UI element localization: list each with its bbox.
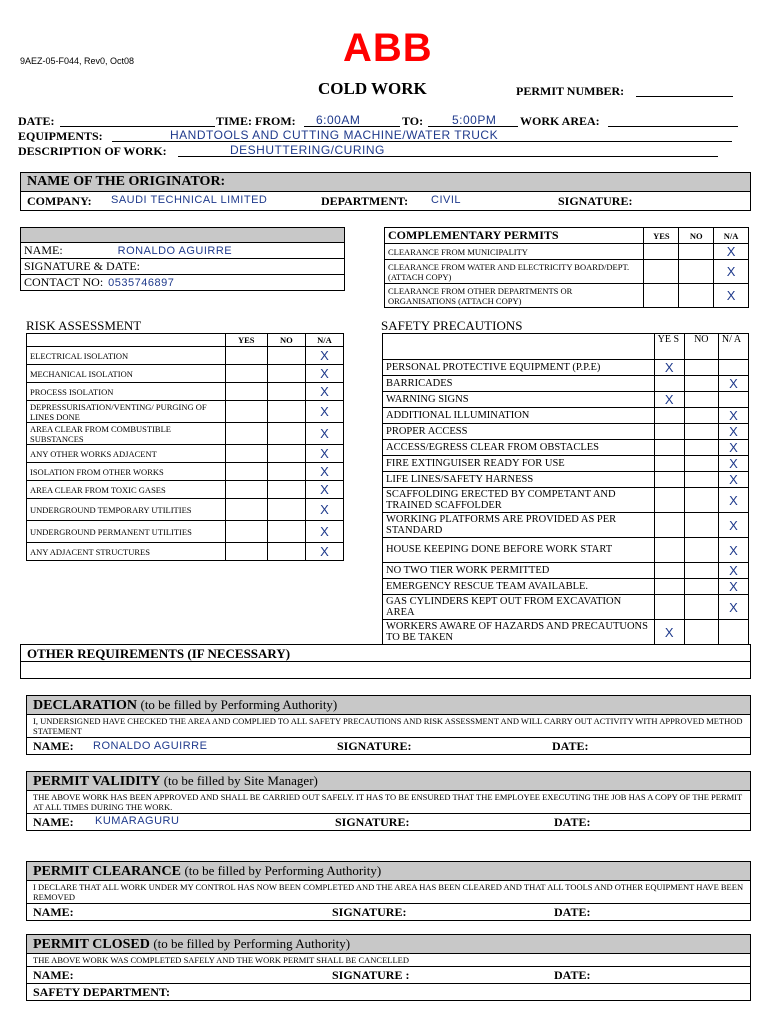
- risk-title: RISK ASSESSMENT: [26, 318, 142, 333]
- table-row: [385, 244, 749, 260]
- table-row: [385, 260, 749, 284]
- clearance-name-label: NAME:: [33, 905, 74, 919]
- originator-row: [20, 191, 751, 211]
- table-row: [383, 440, 749, 456]
- other-requirements-header: [20, 644, 751, 662]
- risk-label: AREA CLEAR FROM TOXIC GASES: [27, 481, 226, 499]
- validity-signature-label: SIGNATURE:: [335, 815, 410, 829]
- table-row: [27, 499, 344, 521]
- table-row: [383, 424, 749, 440]
- risk-label: ANY OTHER WORKS ADJACENT: [27, 445, 226, 463]
- work-area-field[interactable]: [608, 126, 738, 127]
- description-value: DESHUTTERING/CURING: [230, 143, 385, 157]
- validity-name-value: KUMARAGURU: [95, 815, 180, 827]
- checkbox-yes[interactable]: [225, 383, 267, 401]
- person-contact-value: 0535746897: [108, 277, 175, 289]
- person-contact-label: CONTACT NO:: [24, 275, 104, 289]
- checkbox-no[interactable]: [684, 360, 718, 376]
- validity-sub: (to be filled by Site Manager): [163, 773, 318, 788]
- other-requirements-field[interactable]: [20, 661, 751, 679]
- safety-label: WARNING SIGNS: [383, 392, 655, 408]
- checkbox-yes[interactable]: [225, 401, 267, 423]
- validity-name-label: NAME:: [33, 815, 74, 829]
- checkbox-na[interactable]: X: [305, 463, 343, 481]
- table-row: [383, 620, 749, 645]
- checkbox-no[interactable]: [684, 595, 718, 620]
- table-row: [27, 543, 344, 561]
- safety-label: WORKING PLATFORMS ARE PROVIDED AS PER STANDARD: [383, 513, 655, 538]
- checkbox-na[interactable]: X: [305, 481, 343, 499]
- checkbox-na[interactable]: X: [718, 424, 748, 440]
- checkbox-no[interactable]: [684, 513, 718, 538]
- checkbox-no[interactable]: [267, 445, 305, 463]
- checkbox-na[interactable]: X: [718, 538, 748, 563]
- checkbox-yes[interactable]: [654, 440, 684, 456]
- checkbox-na[interactable]: X: [305, 383, 343, 401]
- checkbox-no[interactable]: [684, 563, 718, 579]
- equipments-label: EQUIPMENTS:: [18, 129, 103, 143]
- closed-name-label: NAME:: [33, 968, 74, 982]
- complementary-label: CLEARANCE FROM OTHER DEPARTMENTS OR ORGANISATIONS (ATTACH COPY): [385, 284, 644, 308]
- table-row: [385, 284, 749, 308]
- clearance-header: [26, 861, 751, 881]
- table-row: [383, 392, 749, 408]
- checkbox-na[interactable]: X: [305, 365, 343, 383]
- checkbox-na[interactable]: X: [305, 401, 343, 423]
- declaration-signature-label: SIGNATURE:: [337, 739, 412, 753]
- checkbox-yes[interactable]: [225, 499, 267, 521]
- equipments-value: HANDTOOLS AND CUTTING MACHINE/WATER TRUCK: [170, 128, 499, 142]
- safety-label: HOUSE KEEPING DONE BEFORE WORK START: [383, 538, 655, 563]
- safety-department-label: SAFETY DEPARTMENT:: [33, 985, 171, 999]
- page-title: COLD WORK: [318, 79, 427, 98]
- work-area-label: WORK AREA:: [520, 114, 600, 128]
- complementary-no-header: NO: [679, 228, 714, 244]
- table-row: [383, 538, 749, 563]
- checkbox-no[interactable]: [684, 538, 718, 563]
- safety-label: SCAFFOLDING ERECTED BY COMPETANT AND TRAINED SCAFFOLDER: [383, 488, 655, 513]
- checkbox-na[interactable]: X: [718, 513, 748, 538]
- safety-label: ADDITIONAL ILLUMINATION: [383, 408, 655, 424]
- checkbox-yes[interactable]: [225, 365, 267, 383]
- complementary-na-header: N/A: [714, 228, 749, 244]
- checkbox-na[interactable]: X: [718, 488, 748, 513]
- checkbox-no[interactable]: [679, 260, 714, 284]
- table-row: [27, 365, 344, 383]
- safety-label: BARRICADES: [383, 376, 655, 392]
- checkbox-yes[interactable]: [654, 408, 684, 424]
- checkbox-yes[interactable]: [225, 481, 267, 499]
- checkbox-no[interactable]: [267, 423, 305, 445]
- checkbox-no[interactable]: [684, 408, 718, 424]
- closed-header: [26, 934, 751, 954]
- table-row: [383, 472, 749, 488]
- checkbox-na[interactable]: X: [714, 284, 749, 308]
- person-name-value: RONALDO AGUIRRE: [117, 245, 233, 257]
- table-row: [27, 521, 344, 543]
- risk-label: UNDERGROUND PERMANENT UTILITIES: [27, 521, 226, 543]
- checkbox-na[interactable]: X: [305, 423, 343, 445]
- closed-signature-label: SIGNATURE :: [332, 968, 410, 982]
- checkbox-na[interactable]: X: [718, 376, 748, 392]
- complementary-permits-table: [384, 227, 749, 308]
- checkbox-no[interactable]: [267, 543, 305, 561]
- checkbox-yes[interactable]: [644, 244, 679, 260]
- declaration-title: DECLARATION: [33, 698, 137, 713]
- checkbox-na[interactable]: [718, 392, 748, 408]
- checkbox-yes[interactable]: [644, 284, 679, 308]
- complementary-label: CLEARANCE FROM WATER AND ELECTRICITY BOARD/DEPT. (ATTACH COPY): [385, 260, 644, 284]
- date-field[interactable]: [60, 126, 215, 127]
- declaration-sub: (to be filled by Performing Authority): [140, 697, 338, 712]
- risk-label: MECHANICAL ISOLATION: [27, 365, 226, 383]
- safety-label: GAS CYLINDERS KEPT OUT FROM EXCAVATION AREA: [383, 595, 655, 620]
- closed-sub: (to be filled by Performing Authority): [153, 936, 351, 951]
- complementary-label: CLEARANCE FROM MUNICIPALITY: [385, 244, 644, 260]
- checkbox-yes[interactable]: [654, 376, 684, 392]
- checkbox-na[interactable]: X: [718, 440, 748, 456]
- clearance-sub: (to be filled by Performing Authority): [184, 863, 382, 878]
- person-signature-date-label: SIGNATURE & DATE:: [24, 259, 140, 273]
- safety-label: EMERGENCY RESCUE TEAM AVAILABLE.: [383, 579, 655, 595]
- safety-na-header: N/ A: [718, 334, 748, 360]
- clearance-title: PERMIT CLEARANCE: [33, 864, 181, 879]
- table-row: [27, 383, 344, 401]
- checkbox-no[interactable]: [684, 440, 718, 456]
- checkbox-na[interactable]: X: [305, 521, 343, 543]
- checkbox-no[interactable]: [267, 365, 305, 383]
- department-label: DEPARTMENT:: [321, 194, 409, 208]
- declaration-text: I, UNDERSIGNED HAVE CHECKED THE AREA AND COMPLIED TO ALL SAFETY PRECAUTIONS AND RISK ASSESSMENT AND WILL CARRY OUT ACTIVITY WITH APPROVED METHOD STATEMENT: [33, 716, 743, 736]
- table-row: [383, 360, 749, 376]
- company-value: SAUDI TECHNICAL LIMITED: [111, 194, 268, 206]
- time-from-value: 6:00AM: [316, 113, 361, 127]
- person-header: [20, 227, 345, 243]
- closed-title: PERMIT CLOSED: [33, 937, 150, 952]
- other-requirements-title: OTHER REQUIREMENTS (IF NECESSARY): [27, 646, 291, 661]
- checkbox-yes[interactable]: [225, 347, 267, 365]
- checkbox-yes[interactable]: [644, 260, 679, 284]
- risk-assessment-table: [26, 333, 344, 561]
- risk-label: PROCESS ISOLATION: [27, 383, 226, 401]
- safety-label: NO TWO TIER WORK PERMITTED: [383, 563, 655, 579]
- clearance-date-label: DATE:: [554, 905, 591, 919]
- checkbox-no[interactable]: [684, 620, 718, 645]
- checkbox-yes[interactable]: [654, 513, 684, 538]
- checkbox-yes[interactable]: [225, 543, 267, 561]
- date-label: DATE:: [18, 114, 55, 128]
- checkbox-no[interactable]: [684, 392, 718, 408]
- checkbox-no[interactable]: [267, 347, 305, 365]
- safety-precautions-table: [382, 333, 749, 645]
- checkbox-na[interactable]: X: [718, 563, 748, 579]
- risk-label: DEPRESSURISATION/VENTING/ PURGING OF LINES DONE: [27, 401, 226, 423]
- checkbox-no[interactable]: [679, 244, 714, 260]
- table-row: [383, 579, 749, 595]
- checkbox-no[interactable]: [267, 481, 305, 499]
- complementary-yes-header: YES: [644, 228, 679, 244]
- abb-logo: ABB: [343, 26, 433, 70]
- checkbox-na[interactable]: X: [718, 579, 748, 595]
- table-row: [383, 376, 749, 392]
- permit-number-label: PERMIT NUMBER:: [516, 84, 625, 98]
- table-row: [27, 463, 344, 481]
- checkbox-yes[interactable]: [654, 538, 684, 563]
- safety-department-row: [26, 983, 751, 1001]
- table-row: [383, 488, 749, 513]
- declaration-name-value: RONALDO AGUIRRE: [93, 740, 208, 752]
- risk-yes-header: YES: [225, 334, 267, 347]
- checkbox-na[interactable]: X: [718, 456, 748, 472]
- table-row: [27, 481, 344, 499]
- checkbox-no[interactable]: [267, 499, 305, 521]
- clearance-text-box: [26, 880, 751, 904]
- declaration-sign-row: [26, 737, 751, 755]
- validity-date-label: DATE:: [554, 815, 591, 829]
- checkbox-yes[interactable]: [654, 579, 684, 595]
- risk-no-header: NO: [267, 334, 305, 347]
- company-label: COMPANY:: [27, 194, 92, 208]
- table-row: [383, 513, 749, 538]
- checkbox-na[interactable]: X: [714, 244, 749, 260]
- checkbox-na[interactable]: [718, 620, 748, 645]
- risk-label: UNDERGROUND TEMPORARY UTILITIES: [27, 499, 226, 521]
- complementary-title: COMPLEMENTARY PERMITS: [385, 228, 644, 244]
- checkbox-na[interactable]: X: [718, 595, 748, 620]
- checkbox-no[interactable]: [684, 376, 718, 392]
- checkbox-no[interactable]: [684, 488, 718, 513]
- declaration-text-box: [26, 714, 751, 738]
- risk-na-header: N/A: [305, 334, 343, 347]
- validity-text: THE ABOVE WORK HAS BEEN APPROVED AND SHALL BE CARRIED OUT SAFELY. IT HAS TO BE ENSURED THAT THE EMPLOYEE EXECUTING THE JOB HAS A COPY OF THE PERMIT AT ALL TIMES DURING THE WORK.: [33, 792, 743, 812]
- table-row: [383, 408, 749, 424]
- originator-signature-label: SIGNATURE:: [558, 194, 633, 208]
- risk-label: AREA CLEAR FROM COMBUSTIBLE SUBSTANCES: [27, 423, 226, 445]
- safety-label: PROPER ACCESS: [383, 424, 655, 440]
- checkbox-na[interactable]: X: [305, 499, 343, 521]
- checkbox-yes[interactable]: [225, 521, 267, 543]
- checkbox-yes[interactable]: [654, 595, 684, 620]
- checkbox-yes[interactable]: [225, 445, 267, 463]
- closed-sign-row: [26, 966, 751, 984]
- closed-text-box: [26, 953, 751, 967]
- safety-title: SAFETY PRECAUTIONS: [381, 318, 523, 333]
- validity-sign-row: [26, 813, 751, 831]
- checkbox-na[interactable]: X: [718, 408, 748, 424]
- originator-header: [20, 172, 751, 192]
- time-to-label: TO:: [402, 114, 424, 128]
- table-row: [383, 563, 749, 579]
- safety-label: FIRE EXTINGUISER READY FOR USE: [383, 456, 655, 472]
- closed-date-label: DATE:: [554, 968, 591, 982]
- checkbox-na[interactable]: X: [305, 347, 343, 365]
- checkbox-na[interactable]: X: [714, 260, 749, 284]
- person-name-label: NAME:: [24, 243, 63, 257]
- checkbox-no[interactable]: [267, 463, 305, 481]
- safety-yes-header: YE S: [654, 334, 684, 360]
- checkbox-yes[interactable]: X: [654, 360, 684, 376]
- checkbox-yes[interactable]: X: [654, 392, 684, 408]
- checkbox-yes[interactable]: [654, 488, 684, 513]
- declaration-date-label: DATE:: [552, 739, 589, 753]
- validity-text-box: [26, 790, 751, 814]
- safety-label: WORKERS AWARE OF HAZARDS AND PRECAUTUONS TO BE TAKEN: [383, 620, 655, 645]
- table-row: [27, 423, 344, 445]
- time-to-value: 5:00PM: [452, 113, 497, 127]
- department-value: CIVIL: [431, 194, 462, 206]
- originator-title: NAME OF THE ORIGINATOR:: [27, 174, 226, 189]
- closed-text: THE ABOVE WORK WAS COMPLETED SAFELY AND THE WORK PERMIT SHALL BE CANCELLED: [33, 955, 409, 965]
- checkbox-no[interactable]: [684, 456, 718, 472]
- table-row: [27, 347, 344, 365]
- checkbox-na[interactable]: X: [305, 445, 343, 463]
- risk-label: ANY ADJACENT STRUCTURES: [27, 543, 226, 561]
- checkbox-na[interactable]: X: [305, 543, 343, 561]
- risk-label: ISOLATION FROM OTHER WORKS: [27, 463, 226, 481]
- checkbox-no[interactable]: [267, 401, 305, 423]
- table-row: [383, 595, 749, 620]
- checkbox-no[interactable]: [267, 521, 305, 543]
- time-from-label: TIME: FROM:: [216, 114, 296, 128]
- checkbox-no[interactable]: [267, 383, 305, 401]
- table-row: [383, 456, 749, 472]
- doc-code: 9AEZ-05-F044, Rev0, Oct08: [20, 56, 135, 66]
- checkbox-yes[interactable]: [654, 456, 684, 472]
- checkbox-yes[interactable]: X: [654, 620, 684, 645]
- checkbox-yes[interactable]: [654, 563, 684, 579]
- validity-header: [26, 771, 751, 791]
- declaration-name-label: NAME:: [33, 739, 74, 753]
- table-row: [27, 401, 344, 423]
- checkbox-yes[interactable]: [225, 423, 267, 445]
- checkbox-no[interactable]: [679, 284, 714, 308]
- permit-number-field[interactable]: [636, 96, 733, 97]
- validity-title: PERMIT VALIDITY: [33, 774, 161, 789]
- clearance-text: I DECLARE THAT ALL WORK UNDER MY CONTROL HAS NOW BEEN COMPLETED AND THE AREA HAS BEEN CLEARED AND THAT ALL TOOLS AND OTHER EQUIPMENT HAVE BEEN REMOVED: [33, 882, 744, 902]
- checkbox-no[interactable]: [684, 579, 718, 595]
- safety-no-header: NO: [684, 334, 718, 360]
- safety-label: LIFE LINES/SAFETY HARNESS: [383, 472, 655, 488]
- clearance-signature-label: SIGNATURE:: [332, 905, 407, 919]
- description-label: DESCRIPTION OF WORK:: [18, 144, 167, 158]
- risk-label: ELECTRICAL ISOLATION: [27, 347, 226, 365]
- checkbox-yes[interactable]: [654, 424, 684, 440]
- checkbox-na[interactable]: X: [718, 472, 748, 488]
- checkbox-no[interactable]: [684, 472, 718, 488]
- person-table: [20, 242, 345, 291]
- clearance-sign-row: [26, 903, 751, 921]
- checkbox-yes[interactable]: [654, 472, 684, 488]
- safety-label: ACCESS/EGRESS CLEAR FROM OBSTACLES: [383, 440, 655, 456]
- checkbox-yes[interactable]: [225, 463, 267, 481]
- checkbox-no[interactable]: [684, 424, 718, 440]
- safety-label: PERSONAL PROTECTIVE EQUIPMENT (P.P.E): [383, 360, 655, 376]
- checkbox-na[interactable]: [718, 360, 748, 376]
- table-row: [27, 445, 344, 463]
- declaration-header: [26, 695, 751, 715]
